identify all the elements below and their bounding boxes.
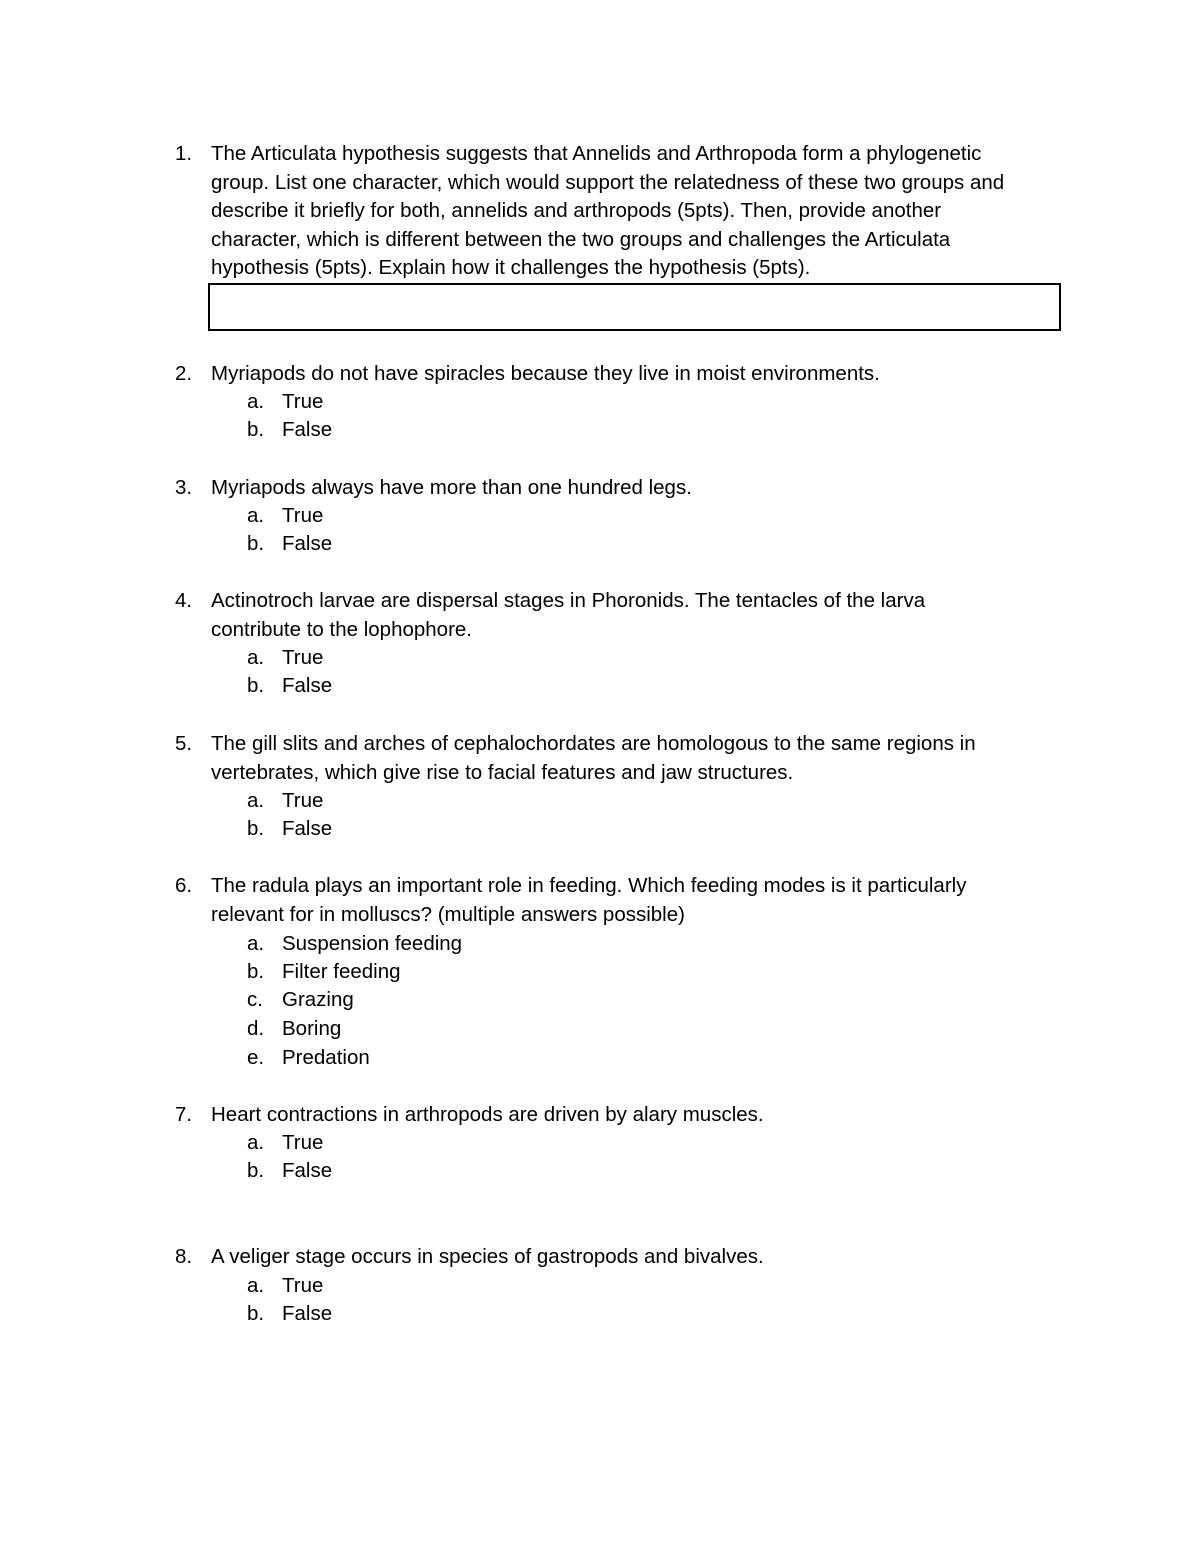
question-text-line: Heart contractions in arthropods are driven by alary muscles. [211,1103,764,1126]
option-false[interactable]: False [282,817,333,840]
question-text-line: The radula plays an important role in feeding. Which feeding modes is it particularly [211,874,967,897]
question-text-line: describe it briefly for both, annelids and arthropods (5pts). Then, provide another [211,199,942,222]
question-number: 2. [175,362,193,385]
question-number: 7. [175,1103,193,1126]
option-letter: a. [247,1131,265,1154]
option-letter: b. [247,1159,265,1182]
option-true[interactable]: True [282,504,324,527]
option-true[interactable]: True [282,1131,324,1154]
option-letter: b. [247,960,265,983]
question-number: 6. [175,874,193,897]
option-letter: b. [247,674,265,697]
option-letter: a. [247,932,265,955]
question-text-line: group. List one character, which would support the relatedness of these two groups and [211,171,1005,194]
question-text-line: contribute to the lophophore. [211,618,472,641]
option-letter: b. [247,418,265,441]
question-text-line: The Articulata hypothesis suggests that Annelids and Arthropoda form a phylogenetic [211,142,982,165]
option-suspension-feeding[interactable]: Suspension feeding [282,932,463,955]
option-boring[interactable]: Boring [282,1017,342,1040]
option-letter: e. [247,1046,265,1069]
question-text-line: The gill slits and arches of cephalochordates are homologous to the same regions in [211,732,976,755]
answer-box[interactable] [208,283,1061,331]
question-text-line: vertebrates, which give rise to facial features and jaw structures. [211,761,794,784]
option-false[interactable]: False [282,418,333,441]
question-number: 5. [175,732,193,755]
option-false[interactable]: False [282,1159,333,1182]
option-false[interactable]: False [282,532,333,555]
option-true[interactable]: True [282,1274,324,1297]
option-letter: a. [247,504,265,527]
option-letter: c. [247,988,263,1011]
question-text-line: A veliger stage occurs in species of gastropods and bivalves. [211,1245,764,1268]
question-number: 4. [175,589,193,612]
question-text-line: hypothesis (5pts). Explain how it challenges the hypothesis (5pts). [211,256,811,279]
question-number: 1. [175,142,193,165]
option-letter: a. [247,390,265,413]
option-filter-feeding[interactable]: Filter feeding [282,960,401,983]
option-true[interactable]: True [282,646,324,669]
question-text-line: relevant for in molluscs? (multiple answers possible) [211,903,685,926]
option-letter: a. [247,789,265,812]
option-letter: a. [247,646,265,669]
option-true[interactable]: True [282,789,324,812]
option-predation[interactable]: Predation [282,1046,370,1069]
question-text-line: Actinotroch larvae are dispersal stages in Phoronids. The tentacles of the larva [211,589,926,612]
question-number: 3. [175,476,193,499]
option-false[interactable]: False [282,1302,333,1325]
option-false[interactable]: False [282,674,333,697]
option-letter: a. [247,1274,265,1297]
question-number: 8. [175,1245,193,1268]
option-letter: d. [247,1017,265,1040]
option-true[interactable]: True [282,390,324,413]
question-text-line: Myriapods always have more than one hundred legs. [211,476,692,499]
question-text-line: Myriapods do not have spiracles because they live in moist environments. [211,362,880,385]
question-text-line: character, which is different between the two groups and challenges the Articulata [211,228,951,251]
option-grazing[interactable]: Grazing [282,988,354,1011]
option-letter: b. [247,1302,265,1325]
option-letter: b. [247,532,265,555]
option-letter: b. [247,817,265,840]
